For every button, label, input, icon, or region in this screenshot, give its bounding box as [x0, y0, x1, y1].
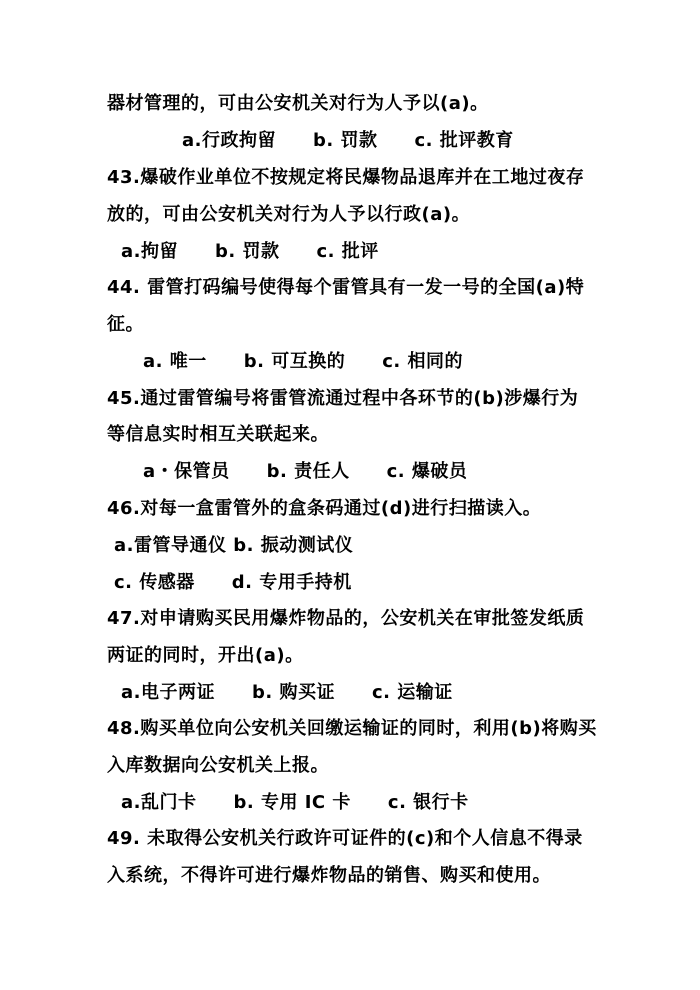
q43-options: a.拘留 b. 罚款 c. 批评 — [121, 241, 379, 262]
q48-options: a.乱门卡 b. 专用 IC 卡 c. 银行卡 — [121, 792, 469, 813]
q46-options-1: a.雷管导通仪 b. 振动测试仪 — [114, 535, 354, 556]
q46-options-2: c. 传感器 d. 专用手持机 — [114, 572, 352, 593]
q45-text-cont: 等信息实时相互关联起来。 — [107, 424, 329, 445]
q44-text-cont: 征。 — [107, 314, 144, 335]
q45-options: a・保管员 b. 责任人 c. 爆破员 — [143, 461, 468, 482]
q49-text: 49. 未取得公安机关行政许可证件的(c)和个人信息不得录 — [107, 828, 583, 849]
q42-options: a.行政拘留 b. 罚款 c. 批评教育 — [182, 130, 514, 151]
q42-text-cont: 器材管理的，可由公安机关对行为人予以(a)。 — [107, 93, 489, 114]
q46-text: 46.对每一盒雷管外的盒条码通过(d)进行扫描读入。 — [107, 498, 542, 519]
q49-text-cont: 入系统，不得许可进行爆炸物品的销售、购买和使用。 — [107, 865, 551, 886]
q47-options: a.电子两证 b. 购买证 c. 运输证 — [121, 682, 453, 703]
q48-text-cont: 入库数据向公安机关上报。 — [107, 755, 329, 776]
q47-text: 47.对申请购买民用爆炸物品的，公安机关在审批签发纸质 — [107, 608, 585, 629]
q48-text: 48.购买单位向公安机关回缴运输证的同时，利用(b)将购买 — [107, 718, 597, 739]
q44-options: a. 唯一 b. 可互换的 c. 相同的 — [143, 351, 464, 372]
q43-text: 43.爆破作业单位不按规定将民爆物品退库并在工地过夜存 — [107, 167, 585, 188]
q47-text-cont: 两证的同时，开出(a)。 — [107, 645, 304, 666]
q43-text-cont: 放的，可由公安机关对行为人予以行政(a)。 — [107, 204, 471, 225]
q45-text: 45.通过雷管编号将雷管流通过程中各环节的(b)涉爆行为 — [107, 388, 579, 409]
q44-text: 44. 雷管打码编号使得每个雷管具有一发一号的全国(a)特 — [107, 277, 585, 298]
